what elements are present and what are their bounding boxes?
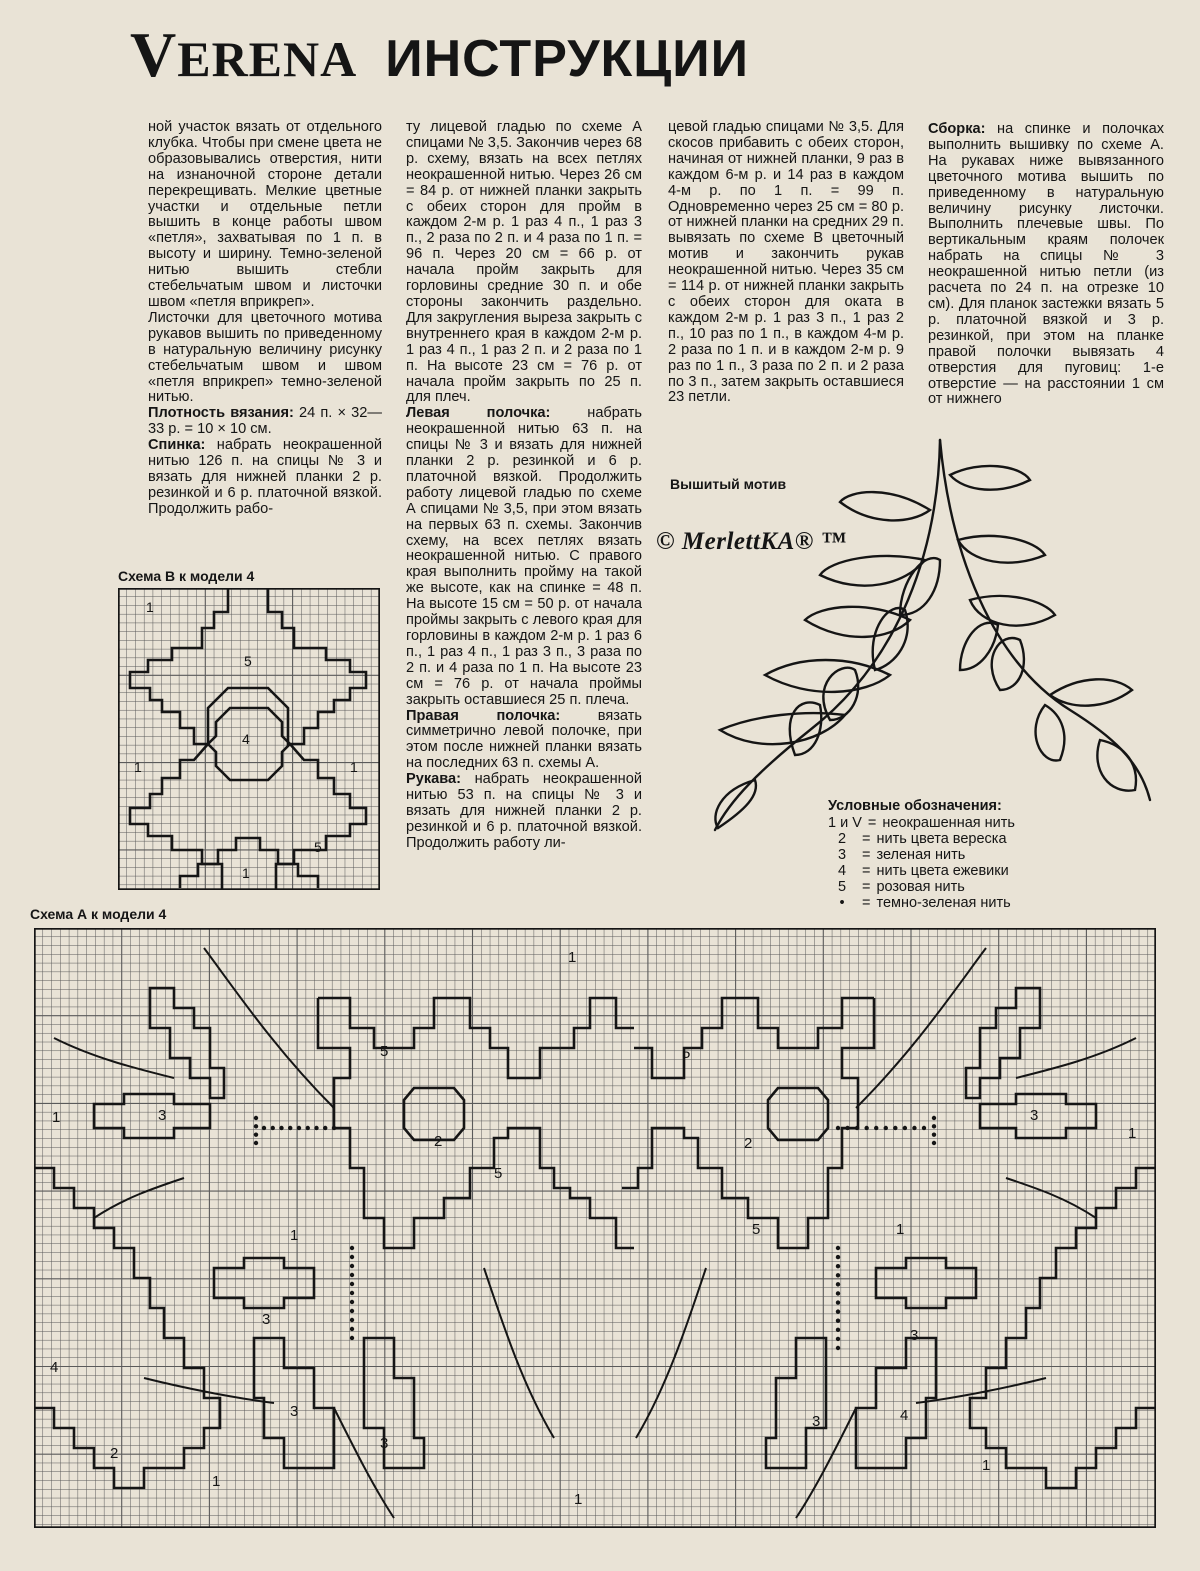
legend-description: неокрашенная нить (882, 815, 1015, 831)
paragraph-heading: Рукава: (406, 771, 462, 788)
schema-a-embroidery (54, 948, 1136, 1518)
legend-symbol: 3 (837, 847, 847, 863)
legend-symbol: 2 (837, 831, 847, 847)
chart-label: 5 (494, 1165, 503, 1182)
chart-label: 2 (744, 1135, 753, 1152)
legend-item (828, 815, 1015, 831)
stitch-dot (254, 1141, 258, 1145)
legend-equals: = (862, 895, 871, 911)
legend-symbol: 4 (837, 863, 847, 879)
schema-a-leaf-left-top (150, 988, 224, 1098)
paragraph-text: набрать неокрашенной нитью 63 п. на спицы № 3 и вязать для нижней планки 2 р. резинкой и 6 р. платочной вязкой. Продолжить работу лицевой гладью по схеме А спицами № 3,5, при этом вязать на первых 63 п. схемы. Закончив схему, на всех петлях вязать неокрашенной нитью. С правого края выполнить пройму на такой же высоте, как на спинке = 48 п. На высоте 15 см = 50 р. от начала проймы закрыть с левого края для горловины в каждом 2-м р. 1 раз 6 п., 1 раз 4 п., 1 раз 3 п., 3 раза по 2 п. и 4 раза по 1 п. На высоте 23 см = 76 р. от начала проймы закрыть оставшиеся 25 п. плеча. (406, 405, 642, 708)
legend-item (828, 847, 1015, 863)
motif-leaves (715, 466, 1136, 828)
stitch-dot (893, 1126, 897, 1130)
text-column-2 (406, 120, 642, 852)
legend-symbol: • (839, 895, 845, 911)
chart-label: 5 (380, 1043, 389, 1060)
chart-label: 1 (212, 1473, 221, 1490)
watermark: © MerlettKA® ™ (656, 528, 847, 555)
chart-label: 1 (1128, 1125, 1137, 1142)
stitch-dot (836, 1264, 840, 1268)
stitch-dot (884, 1126, 888, 1130)
legend-title: Условные обозначения: (828, 798, 1002, 814)
stitch-dot (912, 1126, 916, 1130)
paragraph (668, 120, 904, 406)
legend-equals: = (862, 831, 871, 847)
page-header (130, 18, 749, 92)
chart-label: 1 (350, 759, 358, 775)
chart-label: 1 (134, 759, 142, 775)
chart-label: 2 (434, 1133, 443, 1150)
paragraph-text: на спинке и полочках выполнить вышивку по схеме А. На рукавах ниже вывязанного цветочного мотива вышить по приведенному в натуральную величину рисунку листочки. Выполнить плечевые швы. По вертикальным краям полочек набрать на спицы № 3 неокрашенной нитью петли (из расчета по 24 п. на отрезке 10 см). Для планок застежки вязать 5 р. платочной вязкой и 3 р. резинкой, при этом на планке правой полочки вывязать 4 отверстия для пуговиц: 1-е отверстие — на расстоянии 1 см от нижнего (928, 121, 1164, 408)
schema-a-leaf-right-low (876, 1258, 976, 1308)
stitch-dot (932, 1124, 936, 1128)
chart-label: 1 (242, 865, 250, 881)
paragraph-text: ной участок вязать от отдельного клубка. Чтобы при смене цвета не образовывались отверстия, нити на изнаночной стороне детали перекрещивать. Мелкие цветные участки и отдельные петли вышить в конце работы швом «петля», захватывая по 1 п. в высоту и ширину. Темно-зеленой нитью вышить стебли стебельчатым швом и листочки швом «петля вприкреп». (148, 119, 382, 310)
grid-border (35, 929, 1156, 1528)
chart-label: 5 (752, 1221, 761, 1238)
stitch-dot (350, 1291, 354, 1295)
stitch-dot (350, 1255, 354, 1259)
paragraph-text: цевой гладью спицами № 3,5. Для скосов прибавить с обеих сторон, начиная от нижней планки, 9 раз в каждом 6-м р. и 14 раз в каждом 4-м р. по 1 п. = 99 п. Одновременно через 25 см = 80 р. от нижней планки на средних 29 п. вывязать по схеме В цветочный мотив и закончить рукав неокрашенной нитью. Через 35 см = 114 р. от нижней планки закрыть с обеих сторон для оката в каждом 2-м р. 1 раз 3 п., 1 раз 2 п., 10 раз по 1 п., в каждом 4-м р. 2 раза по 1 п. и в каждом 2-м р. 9 раз по 1 п., 3 раза по 2 п. и 2 раза по 3 п., затем закрыть оставшиеся 23 петли. (668, 119, 904, 406)
schema-a-right-center (768, 1088, 828, 1140)
text-column-4 (928, 122, 1164, 408)
legend-item (828, 863, 1015, 879)
stitch-dot (836, 1255, 840, 1259)
stitch-dot (932, 1132, 936, 1136)
stitch-dot (932, 1141, 936, 1145)
chart-label: 3 (910, 1327, 919, 1344)
stitch-dot (262, 1126, 266, 1130)
paragraph-heading: Правая полочка: (406, 707, 561, 724)
paragraph-heading: Сборка: (928, 121, 986, 137)
stitch-dot (306, 1126, 310, 1130)
paragraph (406, 709, 642, 773)
text-column-1 (148, 120, 382, 518)
stitch-dot (864, 1126, 868, 1130)
stitch-dot (350, 1264, 354, 1268)
paragraph-heading: Левая полочка: (406, 405, 551, 422)
schema-a-right-edge (970, 1168, 1156, 1488)
chart-label: 4 (242, 731, 250, 747)
paragraph-heading: Спинка: (148, 437, 206, 454)
paragraph (148, 406, 382, 438)
stitch-dot (297, 1126, 301, 1130)
stitch-dot (903, 1126, 907, 1130)
legend-item (828, 879, 1015, 895)
paragraph (148, 438, 382, 518)
chart-label: 1 (568, 949, 577, 966)
paragraph-text: Листочки для цветочного мотива рукавов вышить по приведенному в натуральную величину рисунку стебельчатым швом и швом «петля вприкреп» темно-зеленой нитью. (148, 309, 382, 406)
stitch-dot (836, 1337, 840, 1341)
schema-a-leaf-left-low (214, 1258, 314, 1308)
chart-label: 4 (900, 1407, 909, 1424)
page-title: ИНСТРУКЦИИ (385, 30, 750, 88)
stitch-dot (836, 1300, 840, 1304)
paragraph-text: ту лицевой гладью по схеме А спицами № 3,5. Закончив через 68 р. схему, вязать на всех петлях неокрашенной нитью. Через 26 см = 84 р. от нижней планки закрыть с обеих сторон для пройм в каждом 2-м р. 1 раз 4 п., 1 раз 3 п., 2 раза по 2 п. и 4 раза по 1 п. = 96 п. Через 20 см = 66 р. от начала пройм закрыть для горловины средние 30 п. и обе стороны закончить раздельно. Для закругления выреза закрыть с внутреннего края в каждом 2-м р. 1 раз 4 п., 1 раз 2 п. и 2 раза по 1 п. На высоте 23 см = 76 р. от начала пройм закрыть по 25 п. для плеч. (406, 119, 643, 406)
chart-label: 1 (146, 599, 154, 615)
paragraph (406, 772, 642, 852)
stitch-dot (836, 1319, 840, 1323)
stitch-dot (288, 1126, 292, 1130)
paragraph (148, 311, 382, 406)
chart-label: 5 (314, 839, 322, 855)
stitch-dot (350, 1282, 354, 1286)
embroidered-motif (700, 430, 1170, 850)
paragraph (406, 406, 642, 708)
chart-label: 3 (380, 1435, 389, 1452)
legend-description: темно-зеленая нить (876, 895, 1011, 911)
stitch-dot (922, 1126, 926, 1130)
chart-label: 1 (290, 1227, 299, 1244)
paragraph-text: вязать симметрично левой полочке, при этом после нижней планки вязать на последних 63 п. схемы А. (406, 707, 642, 772)
legend-description: зеленая нить (876, 847, 966, 863)
chart-label: 1 (574, 1491, 583, 1508)
chart-label: 3 (1030, 1107, 1039, 1124)
paragraph (406, 120, 642, 406)
stitch-dot (323, 1126, 327, 1130)
schema-a-dots (254, 1116, 936, 1350)
stitch-dot (855, 1126, 859, 1130)
paragraph-text: 24 п. × 32—33 р. = 10 × 10 см. (148, 405, 382, 438)
stitch-dot (836, 1273, 840, 1277)
legend-equals: = (867, 815, 877, 831)
paragraph (148, 120, 382, 311)
stitch-dot (836, 1346, 840, 1350)
chart-label: 5 (682, 1045, 691, 1062)
stitch-dot (332, 1126, 336, 1130)
paragraph-heading: Плотность вязания: (148, 405, 294, 422)
schema-b-caption: Схема В к модели 4 (118, 568, 255, 584)
schema-a-leaf-left-mid (94, 1094, 210, 1138)
legend-item (828, 831, 1015, 847)
stitch-dot (836, 1282, 840, 1286)
stitch-dot (350, 1336, 354, 1340)
legend-description: нить цвета вереска (876, 831, 1007, 847)
schema-a-caption: Схема А к модели 4 (30, 906, 167, 922)
paragraph-text: набрать неокрашенной нитью 53 п. на спицы № 3 и вязать для нижней планки 2 р. резинкой и 6 р. платочной вязкой. Продолжить работу ли- (406, 771, 642, 851)
stitch-dot (254, 1124, 258, 1128)
chart-label: 3 (262, 1311, 271, 1328)
stitch-dot (350, 1309, 354, 1313)
schema-a-outlines (34, 988, 1156, 1488)
schema-b-chart (118, 588, 380, 890)
stitch-dot (350, 1273, 354, 1277)
stitch-dot (874, 1126, 878, 1130)
stitch-dot (279, 1126, 283, 1130)
schema-a-grid (34, 928, 1156, 1528)
chart-label: 4 (50, 1359, 59, 1376)
legend-symbol: 5 (837, 879, 847, 895)
stitch-dot (350, 1318, 354, 1322)
stitch-dot (350, 1246, 354, 1250)
schema-a-leaf-right-top (966, 988, 1040, 1098)
legend-item (828, 895, 1015, 911)
stitch-dot (350, 1300, 354, 1304)
stitch-dot (350, 1327, 354, 1331)
schema-a-right-flower (622, 998, 874, 1248)
stitch-dot (254, 1116, 258, 1120)
text-column-3 (668, 120, 904, 406)
legend (828, 798, 1015, 911)
stitch-dot (836, 1328, 840, 1332)
legend-description: нить цвета ежевики (876, 863, 1009, 879)
chart-label: 2 (110, 1445, 119, 1462)
schema-a-labels (50, 949, 1136, 1508)
legend-description: розовая нить (876, 879, 965, 895)
chart-label: 5 (244, 653, 252, 669)
stitch-dot (314, 1126, 318, 1130)
paragraph (928, 122, 1164, 408)
stitch-dot (271, 1126, 275, 1130)
paragraph-text: набрать неокрашенной нитью 126 п. на спицы № 3 и вязать для нижней планки 2 р. резинкой и 6 р. платочной вязкой. Продолжить рабо- (148, 437, 382, 517)
legend-equals: = (862, 847, 871, 863)
chart-label: 1 (896, 1221, 905, 1238)
stitch-dot (836, 1126, 840, 1130)
chart-label: 3 (290, 1403, 299, 1420)
stitch-dot (836, 1309, 840, 1313)
stitch-dot (254, 1132, 258, 1136)
chart-label: 3 (158, 1107, 167, 1124)
chart-label: 1 (52, 1109, 61, 1126)
stitch-dot (845, 1126, 849, 1130)
legend-symbol: 1 и V (828, 815, 862, 831)
stitch-dot (836, 1246, 840, 1250)
stitch-dot (932, 1116, 936, 1120)
legend-equals: = (862, 863, 871, 879)
stitch-dot (836, 1291, 840, 1295)
legend-equals: = (862, 879, 871, 895)
schema-a-chart (34, 928, 1156, 1528)
chart-label: 3 (812, 1413, 821, 1430)
legend-items (828, 815, 1015, 911)
motif-caption: Вышитый мотив (670, 476, 787, 492)
chart-label: 1 (982, 1457, 991, 1474)
brand-logo: VERENA (130, 19, 358, 90)
